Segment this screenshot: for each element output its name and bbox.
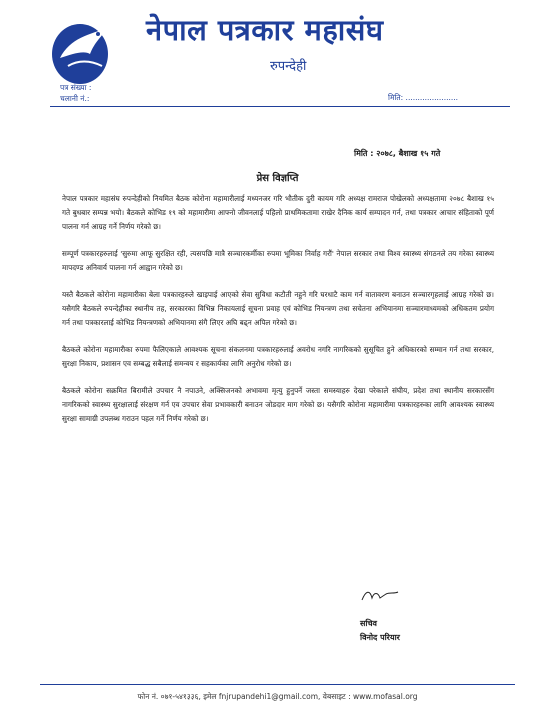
- paragraph-5: बैठकले कोरोना सक्रमित बिरामीले उपचार नै नपाउने, अक्सिजनको अभावमा मृत्यु हुनुपर्ने जस्ता समस्याहरु देखा परेकाले संघीय, प्रदेश तथा स्थानीय सरकारसँग नागरिकको स्वास्थ्य सुरक्षालाई संरक्षण गर्न एव उपचार सेवा प्रभावकारी बनाउन जोडदार माग गरेको छ। यसैगरि कोरोना महामारीमा पत्रकारहरुका लागि आवश्यक स्वास्थ्य सुरक्षा सामाग्री उपलब्ध गराउन पहल गर्ने निर्णय गरेको छ।: [62, 386, 494, 423]
- org-name: नेपाल पत्रकार महासंघ: [146, 13, 384, 47]
- paragraph-1: नेपाल पत्रकार महासंघ रुपन्देहीको नियमित बैठक कोरोना महामारीलाई मध्यनजर गरि भौतीक दुरी कायम गरि अध्यक्ष रामराज पोखेलको अध्यक्षतामा २०७८ बैशाख १५ गते बुधबार सम्पन्न भयो। बैठकले कोभिड १९ को महामारीमा आफ्नो जीवनलाई पहिलो प्राथमिकतामा राखेर दैनिक कार्य सम्पादन गर्न, तथा पत्रकार आचार संहिताको पूर्ण पालना गर्न आग्रह गर्ने निर्णय गरेको छ।: [62, 194, 494, 231]
- dove-logo-icon: [50, 14, 116, 86]
- paragraph-3: यस्तै बैठकले कोरोना महामारीका बेला पत्रकारहरुले खाइपाई आएको सेवा सुविधा कटौती नहुने गरि घरधाटै काम गर्न वातावरण बनाउन सञ्चारगृहलाई आग्रह गरेको छ। यसैगरि बैठकले रुपन्देहीका स्थानीय तह, सरकारका विभिन्न निकायलाई सूचना प्रवाह एवं कोभिड नियन्त्रण तथा सचेतना अभियानमा सञ्चारमाध्यमको अधिकतम प्रयोग गर्न तथा पत्रकारलाई कोभिड नियन्त्रणको अभियानमा संगै लिएर अघि बढ्न अपिल गरेको छ।: [62, 290, 494, 327]
- org-district: रुपन्देही: [270, 59, 307, 74]
- letterhead: [0, 0, 555, 110]
- chalani-no-label: चलानी नं.:: [60, 94, 90, 103]
- document-title: प्रेस विज्ञप्ति: [256, 173, 299, 184]
- document-date: मिति : २०७८, बैशाख १५ गते: [354, 149, 441, 158]
- header-divider: [50, 106, 510, 107]
- signatory-title: सचिव: [360, 619, 378, 628]
- document-body: [62, 192, 494, 439]
- letterhead-date-field: मिति: ......................: [388, 93, 459, 102]
- footer-divider: [40, 684, 515, 685]
- patra-sankhya-label: पत्र संख्या :: [60, 83, 92, 92]
- paragraph-4: बैठकले कोरोना महामारीका रुपमा फैलिएकाले आवश्यक सूचना संकलनमा पत्रकारहरुलाई अवरोध नगरि नागरिकको सुसूचित हुने अधिकारको सम्मान गर्न तथा सरकार, सुरक्षा निकाय, प्रशासन एव सम्बद्ध सबैलाई समन्वय र सहकार्यका लागि अनुरोध गरेको छ।: [62, 345, 494, 368]
- footer-contact: फोन नं. ०७१-५४१३३६, इमेल fnjrupandehi1@gmail.com, वेबसाइट : www.mofasal.org: [137, 692, 418, 701]
- signature-mark: [360, 588, 400, 604]
- signatory-name: विनोद परियार: [360, 633, 400, 642]
- paragraph-2: सम्पूर्ण पत्रकारहरुलाई 'सुरुमा आफू सुरक्षित रही, त्यसपछि मात्रै सञ्चारकर्मीका रुपमा भूमिका निर्वाह गरौं' नेपाल सरकार तथा विश्व स्वास्थ्य संगठनले तय गरेका स्वास्थ्य मापदण्ड अनिवार्य पालना गर्न आह्वान गरेको छ।: [62, 249, 494, 272]
- reference-fields: [60, 82, 91, 104]
